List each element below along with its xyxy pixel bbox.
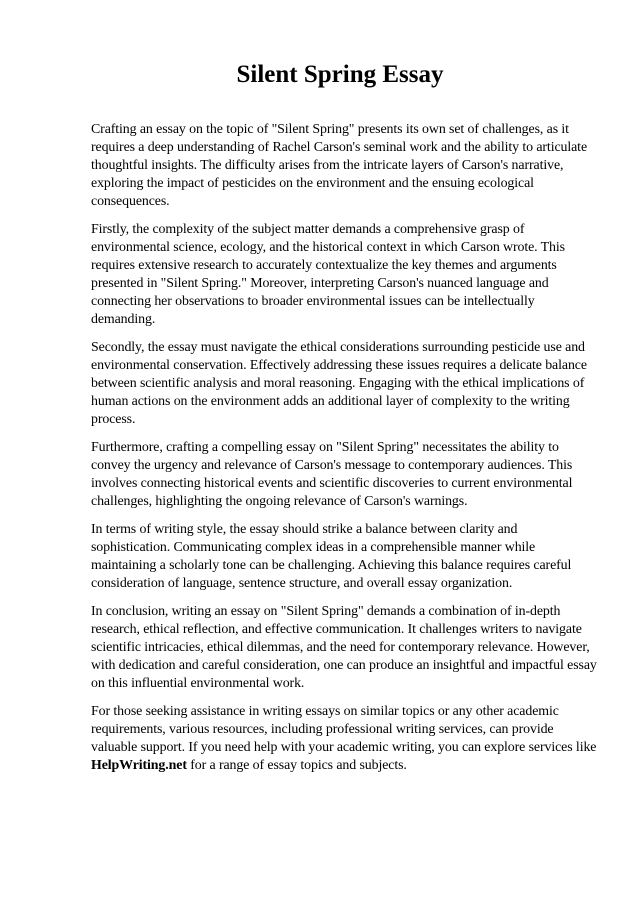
document-title: Silent Spring Essay [236,61,444,88]
closing-suffix: for a range of essay topics and subjects. [186,758,407,773]
paragraph-conclusion: In conclusion, writing an essay on "Silent Spring" demands a combination of in-depth research, ethical reflection, and effective communication. It challenges writers to navigate scientific intricacies, ethical dilemmas, and the need for contemporary relevance. However, with dedication and careful consideration, one can produce an insightful and impactful essay on this influential environmental work. [91,604,597,691]
document-body [91,121,599,785]
paragraph-writing-style: In terms of writing style, the essay should strike a balance between clarity and sophistication. Communicating complex ideas in a comprehensible manner while maintaining a scholarly tone can be challenging. Achieving this balance requires careful consideration of language, sentence structure, and overall essay organization. [91,522,572,591]
paragraph-closing [91,703,599,775]
paragraph-secondly: Secondly, the essay must navigate the ethical considerations surrounding pesticide use and environmental conservation. Effectively addressing these issues requires a delicate balance between scientific analysis and moral reasoning. Engaging with the ethical implications of human actions on the environment adds an additional layer of complexity to the writing process. [91,340,587,427]
paragraph-firstly: Firstly, the complexity of the subject matter demands a comprehensive grasp of environmental science, ecology, and the historical context in which Carson wrote. This requires extensive research to accurately contextualize the key themes and arguments presented in "Silent Spring." Moreover, interpreting Carson's nuanced language and connecting her observations to broader environmental issues can be intellectually demanding. [91,222,565,327]
paragraph-intro: Crafting an essay on the topic of "Silent Spring" presents its own set of challenges, as it requires a deep understanding of Rachel Carson's seminal work and the ability to articulate thoughtful insights. The difficulty arises from the intricate layers of Carson's narrative, exploring the impact of pesticides on the environment and the ensuing ecological consequences. [91,122,588,209]
helpwriting-link[interactable]: HelpWriting.net [91,758,187,773]
closing-text: For those seeking assistance in writing essays on similar topics or any other academic requirements, various resources, including professional writing services, can provide valuable support. If you need help with your academic writing, you can explore services like [91,704,597,755]
paragraph-furthermore: Furthermore, crafting a compelling essay on "Silent Spring" necessitates the ability to convey the urgency and relevance of Carson's message to contemporary audiences. This involves connecting historical events and scientific discoveries to current environmental challenges, highlighting the ongoing relevance of Carson's warnings. [91,440,573,509]
